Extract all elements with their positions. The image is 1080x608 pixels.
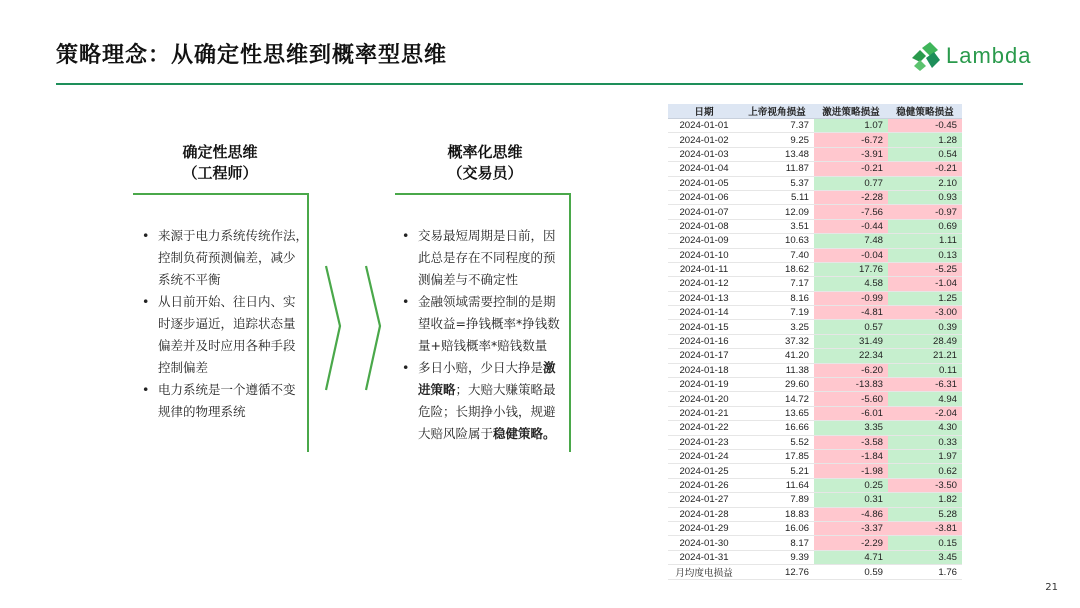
table-cell: 0.59	[814, 565, 888, 580]
table-row	[668, 277, 962, 291]
table-header-row	[668, 104, 962, 119]
table-row	[668, 406, 962, 420]
left-bullet-list	[140, 225, 310, 423]
table-cell: 0.62	[888, 464, 962, 478]
table-header-cell: 日期	[668, 104, 740, 119]
table-cell: 0.69	[888, 219, 962, 233]
table-cell: 2024-01-08	[668, 219, 740, 233]
pnl-table	[668, 104, 962, 580]
table-cell: -0.99	[814, 291, 888, 305]
table-row	[668, 147, 962, 161]
table-footer-row	[668, 565, 962, 580]
table-cell: 9.39	[740, 550, 814, 564]
table-row	[668, 234, 962, 248]
table-cell: -1.98	[814, 464, 888, 478]
table-cell: 0.77	[814, 176, 888, 190]
table-cell: 2024-01-02	[668, 133, 740, 147]
table-cell: -1.84	[814, 449, 888, 463]
right-box-right-line	[569, 193, 571, 452]
table-cell: 13.48	[740, 147, 814, 161]
table-cell: 11.38	[740, 363, 814, 377]
table-cell: -3.37	[814, 521, 888, 535]
table-cell: 1.11	[888, 234, 962, 248]
table-cell: 3.35	[814, 421, 888, 435]
table-cell: 7.89	[740, 493, 814, 507]
table-cell: -3.00	[888, 306, 962, 320]
table-row	[668, 550, 962, 564]
table-cell: -6.01	[814, 406, 888, 420]
table-cell: 28.49	[888, 334, 962, 348]
table-body	[668, 119, 962, 580]
table-cell: 2024-01-05	[668, 176, 740, 190]
logo-text: Lambda	[946, 43, 1032, 68]
table-cell: 11.87	[740, 162, 814, 176]
left-heading	[135, 142, 305, 184]
table-cell: 1.25	[888, 291, 962, 305]
table-row	[668, 521, 962, 535]
table-row	[668, 133, 962, 147]
table-cell: 8.17	[740, 536, 814, 550]
table-row	[668, 248, 962, 262]
left-bullet-1: • 来源于电力系统传统作法， 控制负荷预测偏差，减少 系统不平衡	[142, 228, 309, 287]
table-row	[668, 493, 962, 507]
table-cell: 7.40	[740, 248, 814, 262]
table-cell: 2024-01-12	[668, 277, 740, 291]
table-cell: 2024-01-26	[668, 478, 740, 492]
table-cell: 18.62	[740, 262, 814, 276]
table-cell: 17.76	[814, 262, 888, 276]
table-cell: 0.31	[814, 493, 888, 507]
table-cell: 0.33	[888, 435, 962, 449]
chevron-right-icon	[322, 262, 386, 394]
table-cell: 1.82	[888, 493, 962, 507]
table-cell: 13.65	[740, 406, 814, 420]
table-cell: 2024-01-24	[668, 449, 740, 463]
table-row	[668, 320, 962, 334]
table-cell: 2024-01-28	[668, 507, 740, 521]
table-cell: 1.97	[888, 449, 962, 463]
table-cell: 0.11	[888, 363, 962, 377]
brand-logo	[910, 40, 1032, 72]
table-cell: 2024-01-15	[668, 320, 740, 334]
table-cell: 7.17	[740, 277, 814, 291]
title-divider	[56, 83, 1023, 85]
table-row	[668, 262, 962, 276]
table-cell: 41.20	[740, 349, 814, 363]
table-cell: -3.81	[888, 521, 962, 535]
table-cell: 2024-01-25	[668, 464, 740, 478]
table-cell: -0.21	[888, 162, 962, 176]
table-cell: 3.45	[888, 550, 962, 564]
table-cell: 2024-01-10	[668, 248, 740, 262]
table-cell: 2024-01-30	[668, 536, 740, 550]
table-cell: -3.58	[814, 435, 888, 449]
table-cell: 2024-01-21	[668, 406, 740, 420]
table-cell: -2.29	[814, 536, 888, 550]
table-row	[668, 349, 962, 363]
table-cell: 4.30	[888, 421, 962, 435]
table-cell: 21.21	[888, 349, 962, 363]
table-cell: 2024-01-14	[668, 306, 740, 320]
left-heading-subtitle: （工程师）	[182, 164, 258, 182]
table-cell: -4.81	[814, 306, 888, 320]
table-cell: -3.50	[888, 478, 962, 492]
table-cell: 0.25	[814, 478, 888, 492]
table-cell: 2.10	[888, 176, 962, 190]
table-cell: -5.25	[888, 262, 962, 276]
left-bullet-3: • 电力系统是一个遵循不变 规律的物理系统	[142, 382, 296, 419]
table-cell: 9.25	[740, 133, 814, 147]
table-row	[668, 378, 962, 392]
table-cell: -7.56	[814, 205, 888, 219]
table-cell: -0.97	[888, 205, 962, 219]
table-cell: 1.76	[888, 565, 962, 580]
table-cell: 4.71	[814, 550, 888, 564]
table-cell: 2024-01-20	[668, 392, 740, 406]
page-number: 21	[1045, 582, 1058, 593]
table-cell: 7.48	[814, 234, 888, 248]
table-row	[668, 421, 962, 435]
table-row	[668, 205, 962, 219]
table-cell: 1.07	[814, 119, 888, 133]
table-cell: 2024-01-22	[668, 421, 740, 435]
table-cell: -0.44	[814, 219, 888, 233]
table-row	[668, 435, 962, 449]
table-row	[668, 162, 962, 176]
table-cell: 4.94	[888, 392, 962, 406]
table-cell: 5.52	[740, 435, 814, 449]
table-header-cell: 上帝视角损益	[740, 104, 814, 119]
table-cell: 16.06	[740, 521, 814, 535]
table-cell: 12.09	[740, 205, 814, 219]
table-row	[668, 478, 962, 492]
right-heading-subtitle: （交易员）	[447, 164, 523, 182]
table-cell: 7.19	[740, 306, 814, 320]
table-row	[668, 306, 962, 320]
table-row	[668, 334, 962, 348]
table-row	[668, 219, 962, 233]
table-cell: -6.20	[814, 363, 888, 377]
table-cell: 2024-01-19	[668, 378, 740, 392]
table-cell: -6.31	[888, 378, 962, 392]
table-cell: -5.60	[814, 392, 888, 406]
table-cell: 3.51	[740, 219, 814, 233]
table-cell: -4.86	[814, 507, 888, 521]
table-cell: 2024-01-04	[668, 162, 740, 176]
right-heading	[400, 142, 570, 184]
table-cell: 22.34	[814, 349, 888, 363]
table-row	[668, 464, 962, 478]
table-cell: 3.25	[740, 320, 814, 334]
table-header-cell: 激进策略损益	[814, 104, 888, 119]
left-heading-title: 确定性思维	[182, 143, 258, 161]
table-cell: -3.91	[814, 147, 888, 161]
right-bullet-list	[400, 225, 568, 445]
table-cell: 2024-01-27	[668, 493, 740, 507]
table-cell: 10.63	[740, 234, 814, 248]
table-cell: 0.93	[888, 190, 962, 204]
table-cell: 0.15	[888, 536, 962, 550]
table-cell: 1.28	[888, 133, 962, 147]
table-row	[668, 363, 962, 377]
table-row	[668, 392, 962, 406]
table-cell: -0.45	[888, 119, 962, 133]
table-cell: 5.28	[888, 507, 962, 521]
table-cell: 11.64	[740, 478, 814, 492]
table-cell: 2024-01-29	[668, 521, 740, 535]
table-cell: -1.04	[888, 277, 962, 291]
left-box-top-line	[133, 193, 309, 195]
table-cell: 12.76	[740, 565, 814, 580]
slide-title: 策略理念：从确定性思维到概率型思维	[56, 43, 448, 68]
table-cell: 16.66	[740, 421, 814, 435]
lambda-logo-icon	[910, 40, 942, 72]
right-heading-title: 概率化思维	[447, 143, 523, 161]
table-cell: 2024-01-09	[668, 234, 740, 248]
table-cell: 31.49	[814, 334, 888, 348]
table-cell: -13.83	[814, 378, 888, 392]
table-cell: 2024-01-17	[668, 349, 740, 363]
table-row	[668, 291, 962, 305]
table-cell: 4.58	[814, 277, 888, 291]
table-cell: 5.11	[740, 190, 814, 204]
table-row	[668, 507, 962, 521]
table-cell: -6.72	[814, 133, 888, 147]
table-cell: 0.57	[814, 320, 888, 334]
table-cell: 月均度电损益	[668, 565, 740, 580]
table-cell: 17.85	[740, 449, 814, 463]
table-cell: 0.54	[888, 147, 962, 161]
table-cell: 2024-01-07	[668, 205, 740, 219]
table-cell: -2.28	[814, 190, 888, 204]
table-cell: 5.37	[740, 176, 814, 190]
table-row	[668, 176, 962, 190]
table-cell: 2024-01-18	[668, 363, 740, 377]
right-bullet-2: • 金融领域需要控制的是期 望收益=挣钱概率*挣钱数 量+赔钱概率*赔钱数量	[402, 294, 560, 353]
table-cell: 0.39	[888, 320, 962, 334]
table-cell: 2024-01-31	[668, 550, 740, 564]
right-box-top-line	[395, 193, 571, 195]
table-cell: -0.04	[814, 248, 888, 262]
table-cell: 2024-01-16	[668, 334, 740, 348]
table-cell: 18.83	[740, 507, 814, 521]
table-row	[668, 449, 962, 463]
left-bullet-2: • 从日前开始、往日内、实 时逐步逼近，追踪状态量 偏差并及时应用各种手段 控制偏差	[142, 294, 296, 375]
table-cell: 7.37	[740, 119, 814, 133]
table-cell: 2024-01-11	[668, 262, 740, 276]
right-bullet-3: • 多日小赔，少日大挣是激 进策略；大赔大赚策略最 危险；长期挣小钱，规避 大赔风险属于稳健策略。	[402, 360, 556, 441]
table-cell: 37.32	[740, 334, 814, 348]
table-row	[668, 536, 962, 550]
table-cell: 8.16	[740, 291, 814, 305]
table-cell: -0.21	[814, 162, 888, 176]
table-header-cell: 稳健策略损益	[888, 104, 962, 119]
right-bullet-1: • 交易最短周期是日前，因 此总是存在不同程度的预 测偏差与不确定性	[402, 228, 556, 287]
table-cell: 29.60	[740, 378, 814, 392]
table-cell: 2024-01-03	[668, 147, 740, 161]
table-cell: 2024-01-23	[668, 435, 740, 449]
table-cell: 2024-01-13	[668, 291, 740, 305]
table-cell: 2024-01-01	[668, 119, 740, 133]
table-cell: 5.21	[740, 464, 814, 478]
table-row	[668, 119, 962, 133]
table-cell: 2024-01-06	[668, 190, 740, 204]
table-cell: 14.72	[740, 392, 814, 406]
table-row	[668, 190, 962, 204]
table-cell: 0.13	[888, 248, 962, 262]
table-cell: -2.04	[888, 406, 962, 420]
